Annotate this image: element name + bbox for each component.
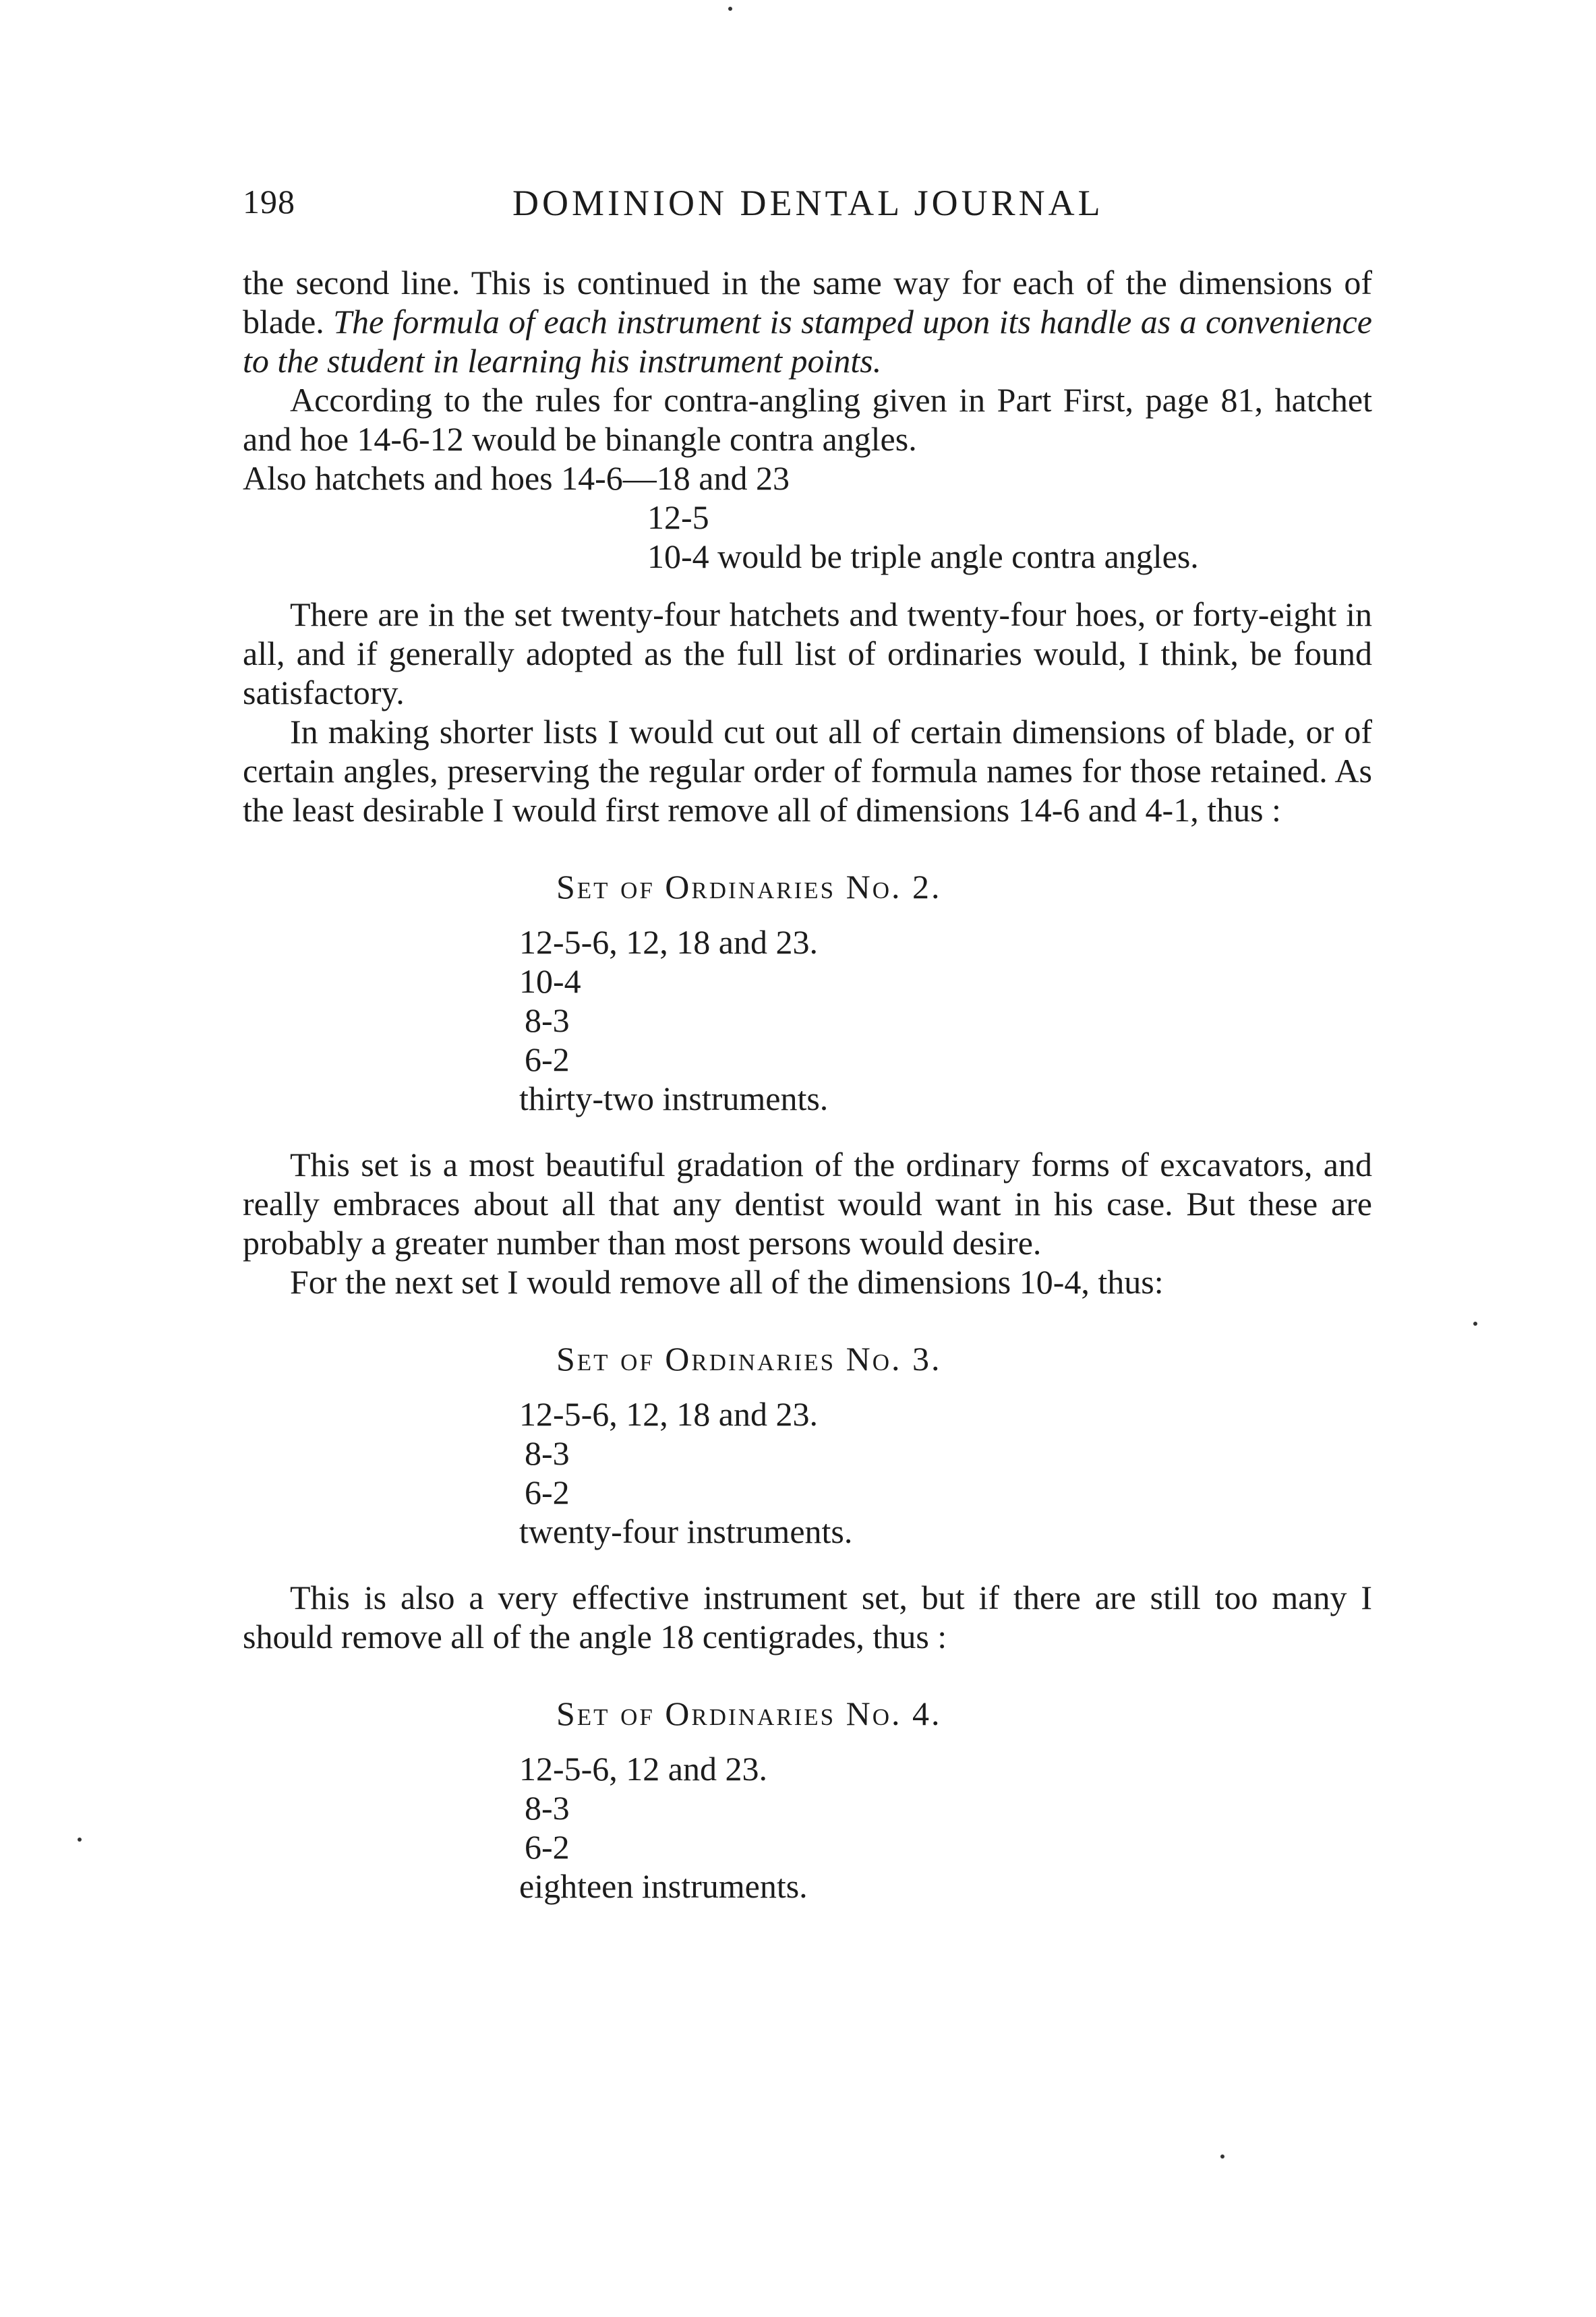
formula-row: 10-4 would be triple angle contra angles. — [647, 537, 1199, 575]
scan-speck — [1220, 2154, 1224, 2159]
scan-speck — [728, 7, 732, 11]
scan-speck — [78, 1838, 82, 1842]
running-header — [243, 182, 1369, 236]
set-heading-4: Set of Ordinaries No. 4. — [556, 1695, 942, 1732]
set-list-4 — [243, 1749, 1372, 1906]
paragraph-effective-set: This is also a very effective instrument set, but if there are still too many I should remove all of the angle 18 centigrades, thus : — [243, 1579, 1372, 1655]
set-row-total: thirty-two instruments. — [519, 1080, 829, 1117]
set-row: 12-5-6, 12, 18 and 23. — [519, 1395, 818, 1433]
scan-speck — [1473, 1322, 1477, 1326]
set-row: 12-5-6, 12 and 23. — [519, 1750, 767, 1788]
body-text — [243, 263, 1372, 1906]
set-row: 6-2 — [525, 1040, 570, 1078]
formula-stack — [243, 498, 1372, 576]
paragraph-continued-text: the second line. This is continued in the same way for each of the dimensions of blade. — [243, 264, 1372, 341]
set-row: 8-3 — [525, 1789, 570, 1827]
paragraph-full-list: There are in the set twenty-four hatchets and twenty-four hoes, or forty-eight in all, and if generally adopted as the full list of ordinaries would, I think, be found satisfactory. — [243, 595, 1372, 711]
set-row: 6-2 — [525, 1473, 570, 1511]
set-row-total: eighteen instruments. — [519, 1867, 808, 1905]
set-row: 12-5-6, 12, 18 and 23. — [519, 923, 818, 961]
paragraph-next-set: For the next set I would remove all of the dimensions 10-4, thus: — [290, 1263, 1164, 1301]
page-number: 198 — [243, 183, 295, 221]
paragraph-continued — [243, 263, 1372, 380]
formula-row: 12-5 — [647, 498, 709, 536]
set-row-total: twenty-four instruments. — [519, 1513, 853, 1550]
running-title: DOMINION DENTAL JOURNAL — [512, 183, 1104, 223]
set-list-2 — [243, 922, 1372, 1118]
paragraph-continued-italic: The formula of each instrument is stamped upon its handle as a convenience to the student in learning his instrument points. — [243, 303, 1372, 380]
set-heading-3: Set of Ordinaries No. 3. — [556, 1340, 942, 1378]
set-list-3 — [243, 1395, 1372, 1551]
set-row: 6-2 — [525, 1828, 570, 1866]
set-row: 8-3 — [525, 1001, 570, 1039]
set-row: 10-4 — [519, 962, 581, 1000]
paragraph-contra-angling: According to the rules for contra-angling given in Part First, page 81, hatchet and hoe 14-6-12 would be binangle contra angles. — [243, 381, 1372, 458]
paragraph-also-hatchets: Also hatchets and hoes 14-6—18 and 23 — [243, 459, 790, 497]
paragraph-shorter-lists: In making shorter lists I would cut out all of certain dimensions of blade, or of certain angles, preserving the regular order of formula names for those retained. As the least desirable I would first remove all of dimensions 14-6 and 4-1, thus : — [243, 713, 1372, 829]
set-heading-2: Set of Ordinaries No. 2. — [556, 868, 942, 906]
set-row: 8-3 — [525, 1434, 570, 1472]
paragraph-gradation: This set is a most beautiful gradation of the ordinary forms of excavators, and really embraces about all that any dentist would want in his case. But these are probably a greater number than most persons would desire. — [243, 1146, 1372, 1262]
